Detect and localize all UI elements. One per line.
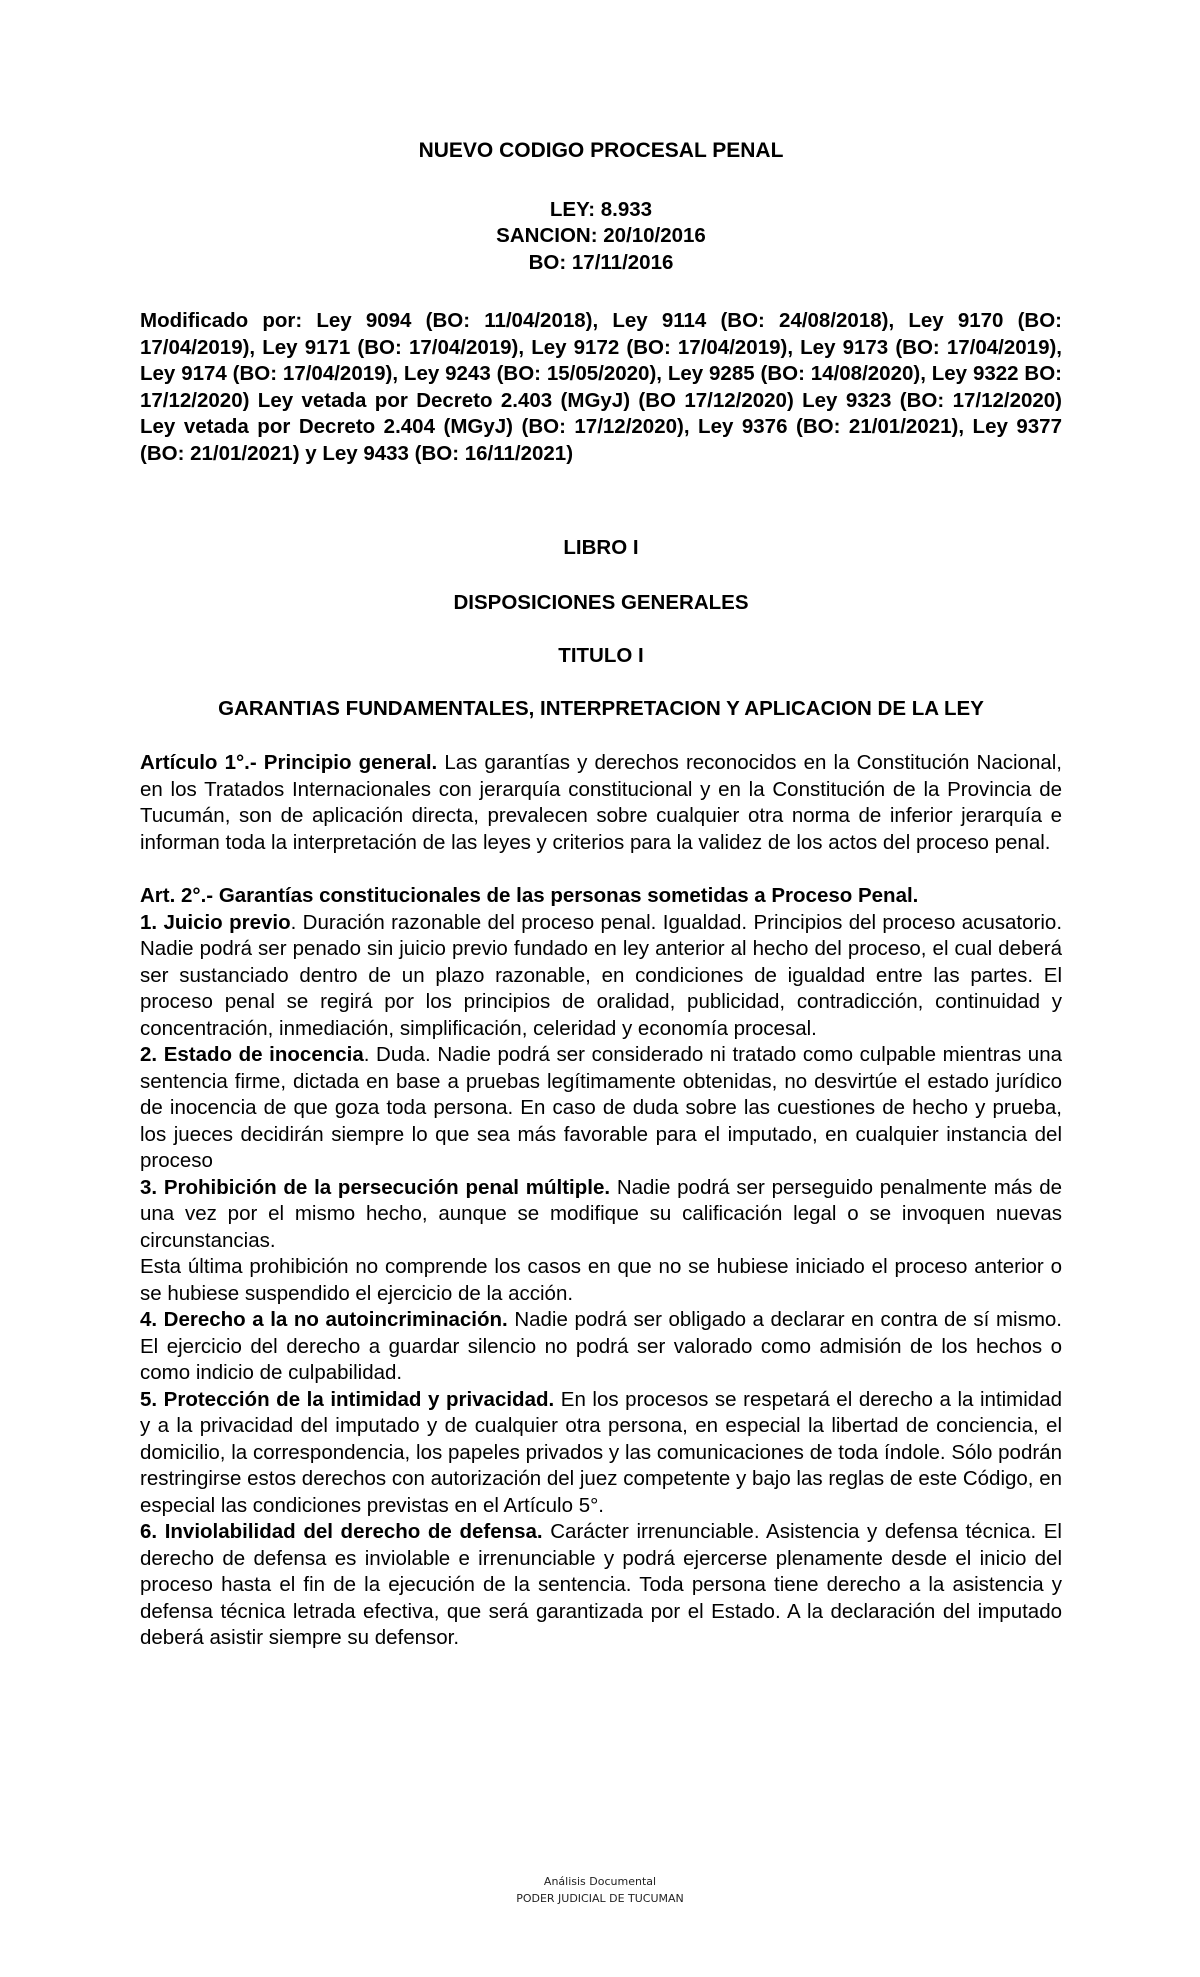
- item-text: Nadie podrá ser obligado a declarar en contra de sí mismo. El ejercicio del derecho a guardar silencio no podrá ser valorado como admisión de los hechos o como indicio de culpabilidad.: [140, 1308, 1062, 1384]
- article-2-item: [140, 1387, 1062, 1520]
- item-heading: 3. Prohibición de la persecución penal múltiple.: [140, 1175, 611, 1199]
- item-text: En los procesos se respetará el derecho a la intimidad y a la privacidad del imputado y de cualquier otra persona, en especial la libertad de conciencia, el domicilio, la correspondencia, los papeles privados y las comunicaciones de toda índole. Sólo podrán restringirse estos derechos con autorización del juez competente y bajo las reglas de este Código, en especial las condiciones previstas en el Artículo 5°.: [140, 1387, 1063, 1517]
- article-2-item: [140, 1254, 1062, 1307]
- item-heading: 1. Juicio previo: [140, 910, 291, 934]
- item-heading: 5. Protección de la intimidad y privacidad.: [140, 1387, 555, 1411]
- chapter-heading: GARANTIAS FUNDAMENTALES, INTERPRETACION Y APLICACION DE LA LEY: [218, 696, 984, 720]
- item-text: . Duda. Nadie podrá ser considerado ni tratado como culpable mientras una sentencia firme, dictada en base a pruebas legítimamente obtenidas, no desvirtúe el estado jurídico de inocencia de que goza toda persona. En caso de duda sobre las cuestiones de hecho y prueba, los jueces decidirán siempre lo que sea más favorable para el imputado, en cualquier instancia del proceso: [140, 1043, 1062, 1172]
- law-number: LEY: 8.933: [549, 197, 653, 221]
- article-2-item: [140, 1042, 1062, 1175]
- modifications-paragraph: Modificado por: Ley 9094 (BO: 11/04/2018), Ley 9114 (BO: 24/08/2018), Ley 9170 (BO: 17/04/2019), Ley 9171 (BO: 17/04/2019), Ley 9172 (BO: 17/04/2019), Ley 9173 (BO: 17/04/2019), Ley 9174 (BO: 17/04/2019), Ley 9243 (BO: 15/05/2020), Ley 9285 (BO: 14/08/2020), Ley 9322 BO: 17/12/2020) Ley vetada por Decreto 2.403 (MGyJ) (BO 17/12/2020) Ley 9323 (BO: 17/12/2020) Ley vetada por Decreto 2.404 (MGyJ) (BO: 17/12/2020), Ley 9376 (BO: 21/01/2021), Ley 9377 (BO: 21/01/2021) y Ley 9433 (BO: 16/11/2021): [140, 309, 1062, 465]
- sanction-date: SANCION: 20/10/2016: [496, 224, 706, 247]
- document-title: NUEVO CODIGO PROCESAL PENAL: [418, 139, 784, 162]
- item-text: Esta última prohibición no comprende los casos en que no se hubiese iniciado el proceso anterior o se hubiese suspendido el ejercicio de la acción.: [140, 1255, 1062, 1305]
- document-body: [140, 138, 1062, 1652]
- bulletin-date: BO: 17/11/2016: [528, 250, 674, 274]
- article-1-heading: Artículo 1°.- Principio general.: [140, 751, 438, 774]
- article-2-item: [140, 1519, 1062, 1652]
- item-heading: 4. Derecho a la no autoincriminación.: [140, 1308, 508, 1331]
- article-1-text: Las garantías y derechos reconocidos en la Constitución Nacional, en los Tratados Internacionales con jerarquía constitucional y en la Constitución de la Provincia de Tucumán, son de aplicación directa, prevalecen sobre cualquier otra norma de inferior jerarquía e informan toda la interpretación de las leyes y criterios para la validez de los actos del proceso penal.: [140, 751, 1062, 854]
- item-heading: 2. Estado de inocencia: [140, 1043, 364, 1066]
- item-text: . Duración razonable del proceso penal. Igualdad. Principios del proceso acusatorio. Nadie podrá ser penado sin juicio previo fundado en ley anterior al hecho del proceso, el cual deberá ser sustanciado dentro de un plazo razonable, en condiciones de igualdad entre las partes. El proceso penal se regirá por los principios de oralidad, publicidad, contradicción, continuidad y concentración, inmediación, simplificación, celeridad y economía procesal.: [140, 910, 1063, 1040]
- article-2-heading: Art. 2°.- Garantías constitucionales de las personas sometidas a Proceso Penal.: [140, 884, 919, 907]
- article-2-item: [140, 910, 1062, 1043]
- footer-line-2: PODER JUDICIAL DE TUCUMAN: [516, 1892, 684, 1905]
- article-1: [140, 750, 1062, 856]
- item-text: Carácter irrenunciable. Asistencia y defensa técnica. El derecho de defensa es inviolable e irrenunciable y podrá ejercerse plenamente desde el inicio del proceso hasta el fin de la ejecución de la sentencia. Toda persona tiene derecho a la asistencia y defensa técnica letrada efectiva, que será garantizada por el Estado. A la declaración del imputado deberá asistir siempre su defensor.: [140, 1520, 1062, 1649]
- article-2: [140, 883, 1062, 1652]
- footer-line-1: Análisis Documental: [543, 1875, 657, 1888]
- book-heading: LIBRO I: [563, 536, 639, 559]
- section-heading: DISPOSICIONES GENERALES: [453, 590, 749, 614]
- title-heading: TITULO I: [558, 644, 644, 667]
- item-heading: 6. Inviolabilidad del derecho de defensa.: [140, 1520, 543, 1543]
- article-2-item: [140, 1307, 1062, 1387]
- item-text: Nadie podrá ser perseguido penalmente más de una vez por el mismo hecho, aunque se modifique su calificación legal o se invoquen nuevas circunstancias.: [140, 1175, 1062, 1252]
- article-2-item: [140, 1175, 1062, 1255]
